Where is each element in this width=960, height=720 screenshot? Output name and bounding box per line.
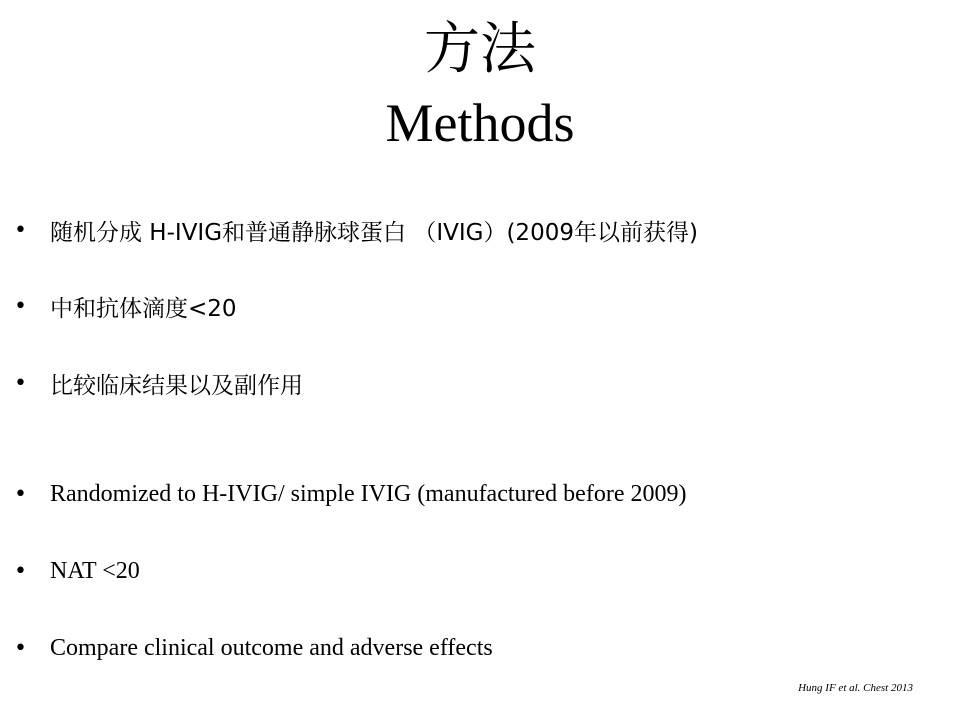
- bullet-text: NAT <20: [50, 557, 140, 584]
- bullet-text: 随机分成 H-IVIG和普通静脉球蛋白 （IVIG）(2009年以前获得): [50, 219, 698, 246]
- bullet-item: [14, 213, 934, 247]
- bullet-dot: •: [14, 217, 27, 243]
- bullet-dot: •: [14, 481, 27, 507]
- bullet-dot: •: [14, 293, 27, 319]
- bullet-item: [14, 631, 934, 665]
- bullet-text: Randomized to H-IVIG/ simple IVIG (manufactured before 2009): [50, 480, 687, 507]
- citation: Hung IF et al. Chest 2013: [798, 682, 913, 694]
- bullet-item: [14, 477, 934, 511]
- bullet-item: [14, 554, 934, 588]
- bullet-item: [14, 289, 934, 323]
- slide-title-english: Methods: [385, 93, 575, 153]
- bullet-text: 中和抗体滴度<20: [50, 295, 237, 322]
- bullet-dot: •: [14, 558, 27, 584]
- bullet-text: 比较临床结果以及副作用: [50, 372, 303, 399]
- bullet-dot: •: [14, 370, 27, 396]
- bullet-text: Compare clinical outcome and adverse effects: [50, 634, 493, 661]
- slide-title-chinese: 方法: [424, 17, 536, 82]
- bullet-item: [14, 366, 934, 400]
- bullet-dot: •: [14, 635, 27, 661]
